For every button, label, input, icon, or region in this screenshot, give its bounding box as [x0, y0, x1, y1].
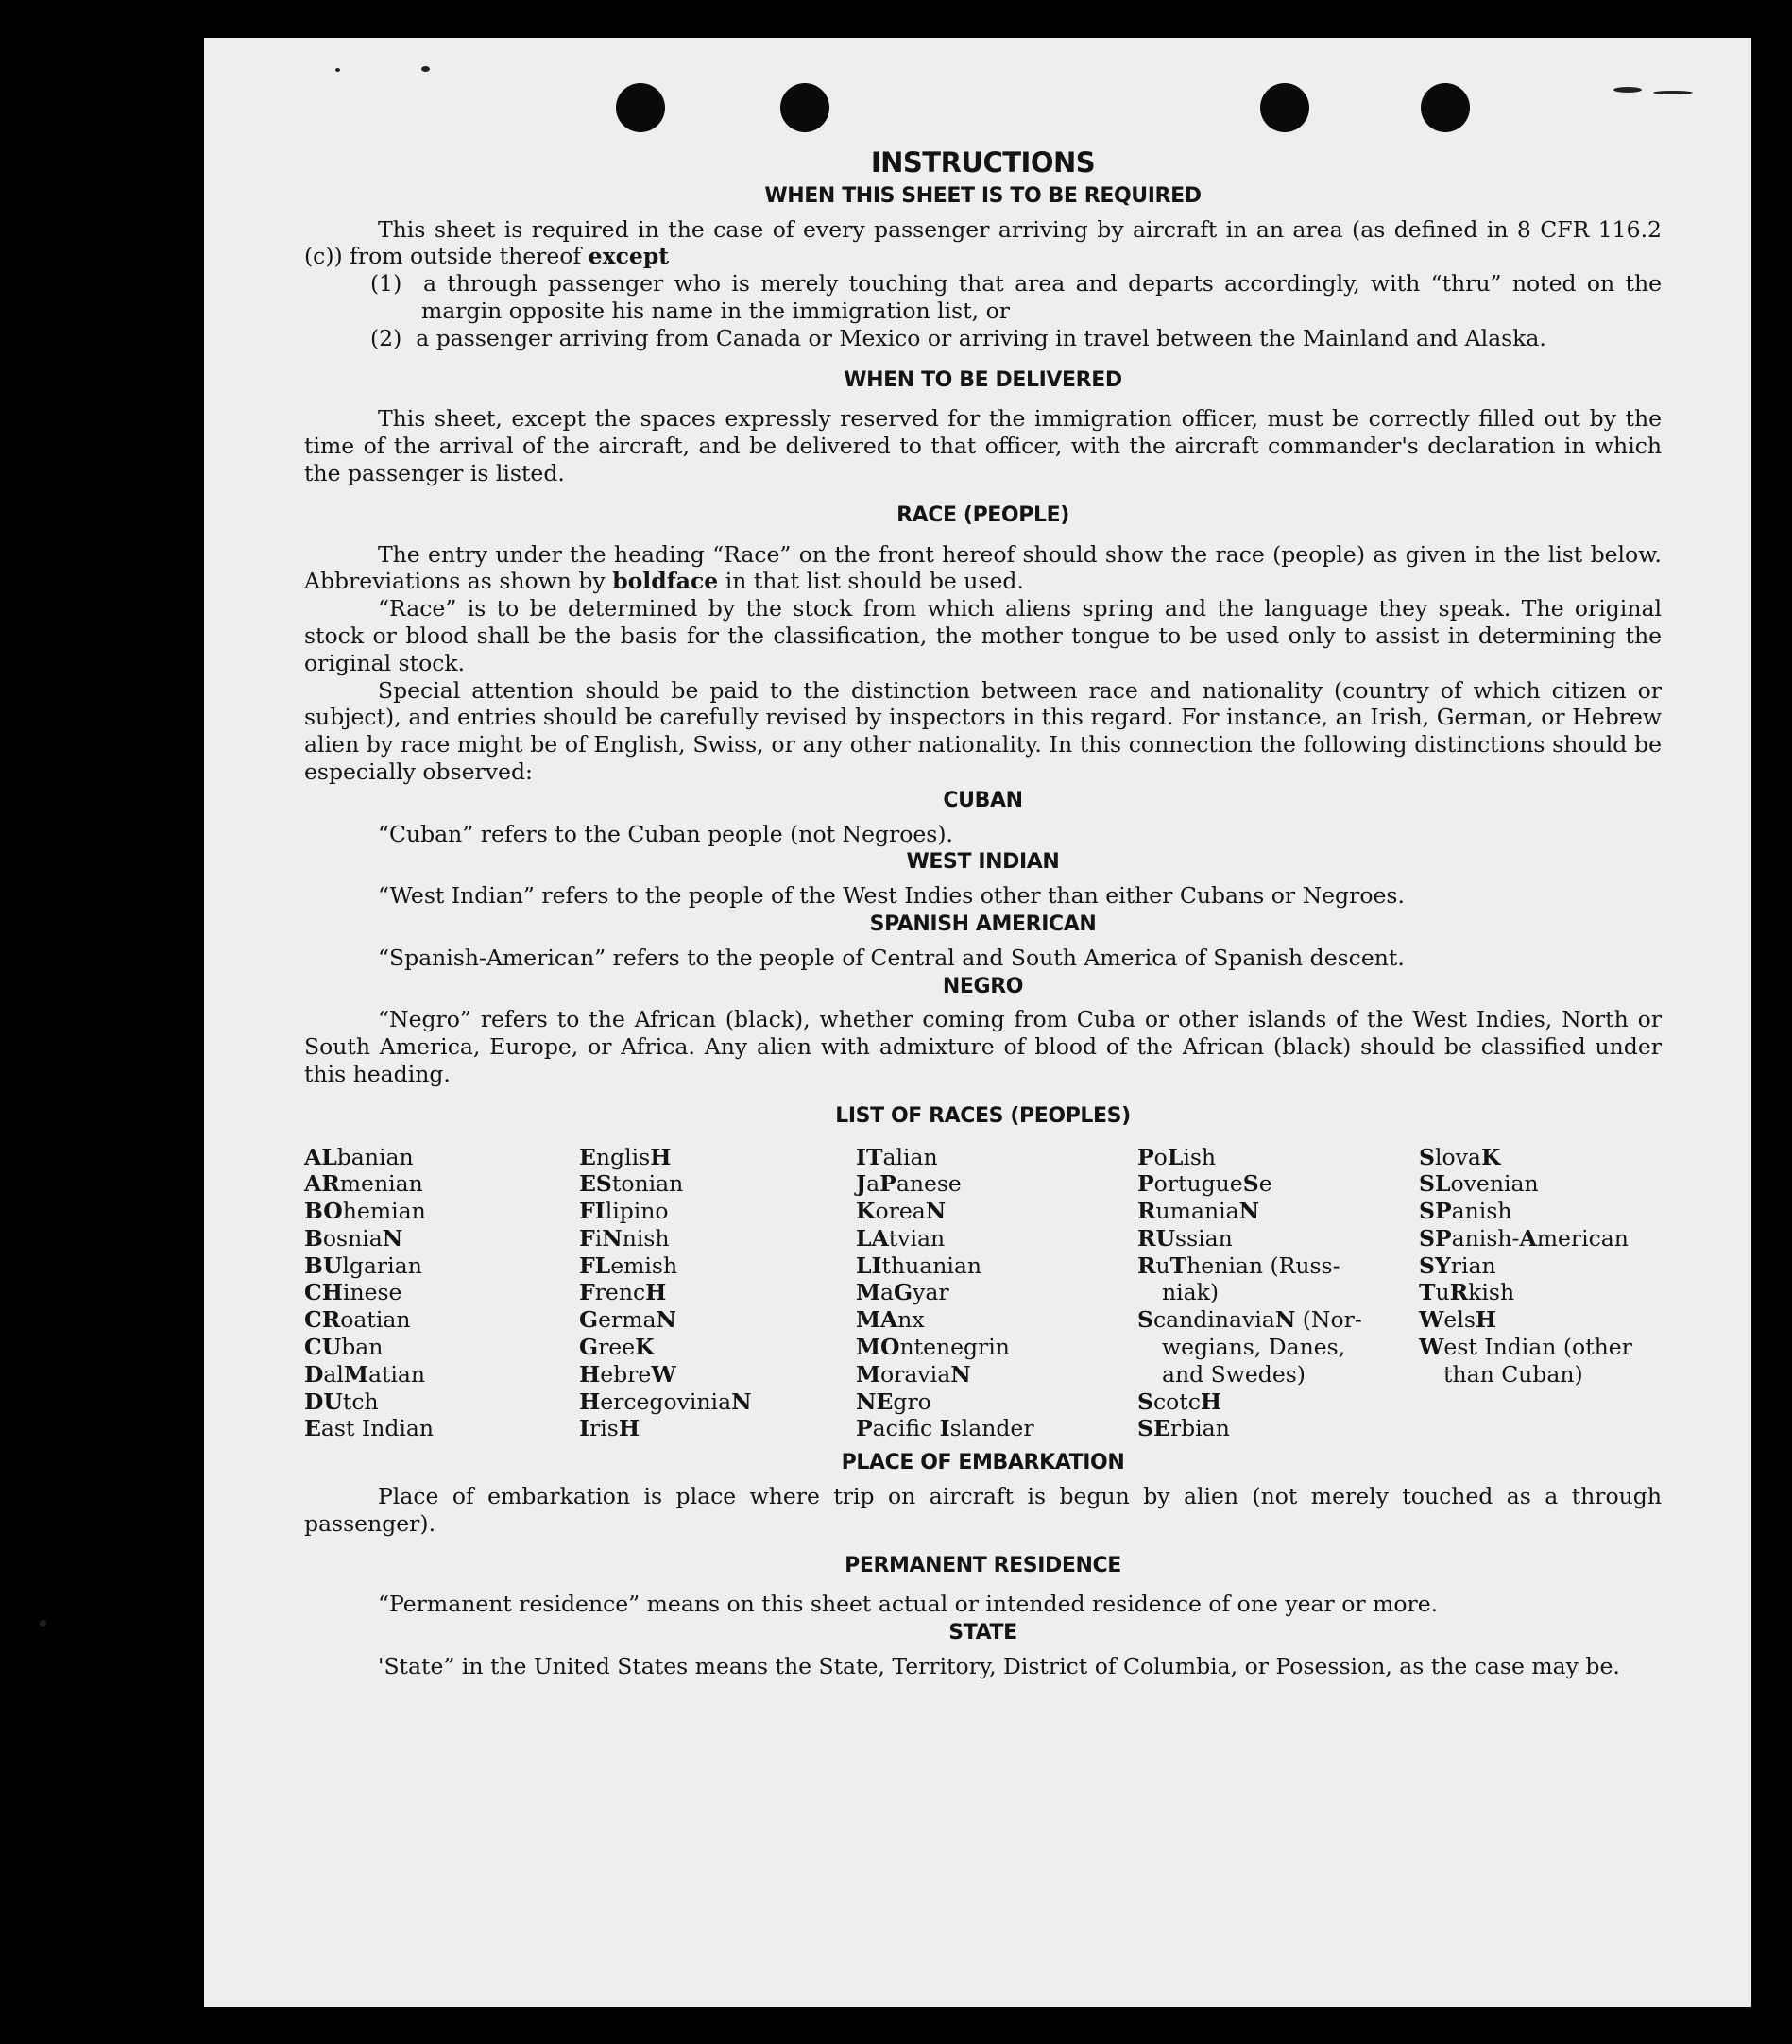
race-item: ITalian: [856, 1143, 938, 1170]
race-item: CHinese: [304, 1279, 402, 1306]
punch-hole: [616, 83, 665, 132]
race-item: LAtvian: [856, 1224, 946, 1252]
speck: [1653, 91, 1693, 94]
race-item: TuRkish: [1419, 1279, 1515, 1306]
race-item: DalMatian: [304, 1360, 426, 1388]
speck: [421, 66, 430, 72]
paragraph: “Permanent residence” means on this sheet actual or intended residence of one year or more.: [378, 1591, 1439, 1618]
section-heading: NEGRO: [942, 974, 1024, 998]
race-item: wegians, Danes,: [1162, 1334, 1346, 1361]
list-item: (2) a passenger arriving from Canada or Mexico or arriving in travel between the Mainland and Alaska.: [370, 324, 1546, 351]
race-item: EnglisH: [579, 1143, 672, 1170]
race-item: MoraviaN: [856, 1360, 971, 1388]
paragraph: “Negro” refers to the African (black), whether coming from Cuba or other islands of the West Indies, North or South America, Europe, or Africa. Any alien with admixture of blood of the African (black) should be classified under this heading.: [304, 1006, 1662, 1087]
race-item: PoLish: [1137, 1143, 1217, 1170]
speck: [40, 1620, 46, 1627]
race-item: HebreW: [579, 1360, 676, 1388]
race-item: than Cuban): [1443, 1360, 1583, 1388]
paragraph: The entry under the heading “Race” on the front hereof should show the race (people) as given in the list below. Abbreviations as shown by boldface in that list should be used.: [304, 540, 1662, 595]
paragraph: “West Indian” refers to the people of the West Indies other than either Cubans or Negroes.: [378, 882, 1405, 910]
punch-hole: [780, 83, 829, 132]
race-item: CRoatian: [304, 1306, 411, 1334]
section-heading: WHEN THIS SHEET IS TO BE REQUIRED: [764, 183, 1202, 208]
section-heading: PLACE OF EMBARKATION: [841, 1451, 1125, 1475]
race-item: SPanish: [1419, 1198, 1512, 1225]
speck: [1613, 87, 1642, 93]
paragraph: Special attention should be paid to the distinction between race and nationality (country of which citizen or subject), and entries should be carefully revised by inspectors in this regard. For instance, an Irish, German, or Hebrew alien by race might be of English, Swiss, or any other nationality. In this connection the following distinctions should be especially observed:: [304, 676, 1662, 785]
race-item: SErbian: [1137, 1415, 1230, 1442]
race-item: NEgro: [856, 1388, 931, 1415]
race-item: FLemish: [579, 1252, 678, 1279]
race-item: FIlipino: [579, 1198, 669, 1225]
paragraph: This sheet is required in the case of every passenger arriving by aircraft in an area (as defined in 8 CFR 116.2 (c)) from outside thereof except: [304, 215, 1662, 270]
section-heading: WEST INDIAN: [906, 850, 1060, 875]
punch-hole: [1421, 83, 1470, 132]
race-item: ScandinaviaN (Nor-: [1137, 1306, 1362, 1334]
race-item: MAnx: [856, 1306, 925, 1334]
punch-hole: [1260, 83, 1309, 132]
race-item: SLovenian: [1419, 1170, 1539, 1198]
races-column: [1419, 1144, 1632, 1443]
race-item: PortugueSe: [1137, 1170, 1272, 1198]
race-item: West Indian (other: [1419, 1334, 1632, 1361]
race-item: BUlgarian: [304, 1252, 422, 1279]
race-item: niak): [1162, 1279, 1220, 1306]
race-item: ALbanian: [304, 1143, 414, 1170]
race-item: RuThenian (Russ-: [1137, 1252, 1340, 1279]
list-item: (1) a through passenger who is merely touching that area and departs accordingly, with “thru” noted on the margin opposite his name in the immigration list, or: [370, 270, 1662, 324]
race-item: BOhemian: [304, 1198, 426, 1225]
race-item: FrencH: [579, 1279, 667, 1306]
race-item: WelsH: [1419, 1306, 1497, 1334]
race-item: RUssian: [1137, 1224, 1233, 1252]
race-item: GreeK: [579, 1334, 655, 1361]
paragraph: “Spanish-American” refers to the people of Central and South America of Spanish descent.: [378, 944, 1405, 971]
section-heading: PERMANENT RESIDENCE: [845, 1553, 1121, 1577]
race-item: ScotcH: [1137, 1388, 1222, 1415]
paragraph: “Race” is to be determined by the stock from which aliens spring and the language they speak. The original stock or blood shall be the basis for the classification, the mother tongue to be used only to assist in determining the original stock.: [304, 595, 1662, 676]
races-column: [856, 1144, 1137, 1443]
race-item: ARmenian: [304, 1170, 423, 1198]
race-item: CUban: [304, 1334, 384, 1361]
section-heading: WHEN TO BE DELIVERED: [844, 367, 1122, 392]
section-heading: LIST OF RACES (PEOPLES): [835, 1103, 1131, 1128]
section-heading: SPANISH AMERICAN: [869, 911, 1097, 936]
section-heading: STATE: [948, 1621, 1017, 1645]
speck: [335, 68, 340, 72]
section-heading: RACE (PEOPLE): [896, 502, 1069, 527]
section-heading: CUBAN: [943, 788, 1023, 812]
races-column: [579, 1144, 856, 1443]
race-item: BosniaN: [304, 1224, 403, 1252]
paragraph: This sheet, except the spaces expressly reserved for the immigration officer, must be correctly filled out by the time of the arrival of the aircraft, and be delivered to that officer, with the aircraft commander's declaration in which the passenger is listed.: [304, 405, 1662, 486]
race-item: EStonian: [579, 1170, 684, 1198]
race-item: HercegoviniaN: [579, 1388, 752, 1415]
paragraph: 'State” in the United States means the State, Territory, District of Columbia, or Posession, as the case may be.: [378, 1653, 1620, 1680]
race-item: JaPanese: [856, 1170, 962, 1198]
race-item: KoreaN: [856, 1198, 947, 1225]
instructions-text: [304, 146, 1662, 1680]
race-item: East Indian: [304, 1415, 435, 1442]
race-item: SlovaK: [1419, 1143, 1501, 1170]
race-item: RumaniaN: [1137, 1198, 1260, 1225]
paragraph: “Cuban” refers to the Cuban people (not Negroes).: [378, 820, 954, 847]
race-item: MaGyar: [856, 1279, 949, 1306]
races-column: [304, 1144, 579, 1443]
race-item: LIthuanian: [856, 1252, 982, 1279]
race-item: Pacific Islander: [856, 1415, 1034, 1442]
race-item: DUtch: [304, 1388, 379, 1415]
races-column: [1137, 1144, 1419, 1443]
page-title: INSTRUCTIONS: [870, 146, 1096, 179]
race-item: GermaN: [579, 1306, 676, 1334]
race-item: and Swedes): [1162, 1360, 1306, 1388]
races-list: [304, 1144, 1662, 1443]
race-item: SYrian: [1419, 1252, 1496, 1279]
race-item: FiNnish: [579, 1224, 670, 1252]
race-item: MOntenegrin: [856, 1334, 1010, 1361]
race-item: SPanish-American: [1419, 1224, 1629, 1252]
race-item: IrisH: [579, 1415, 640, 1442]
paragraph: Place of embarkation is place where trip on aircraft is begun by alien (not merely touched as a through passenger).: [304, 1483, 1662, 1537]
